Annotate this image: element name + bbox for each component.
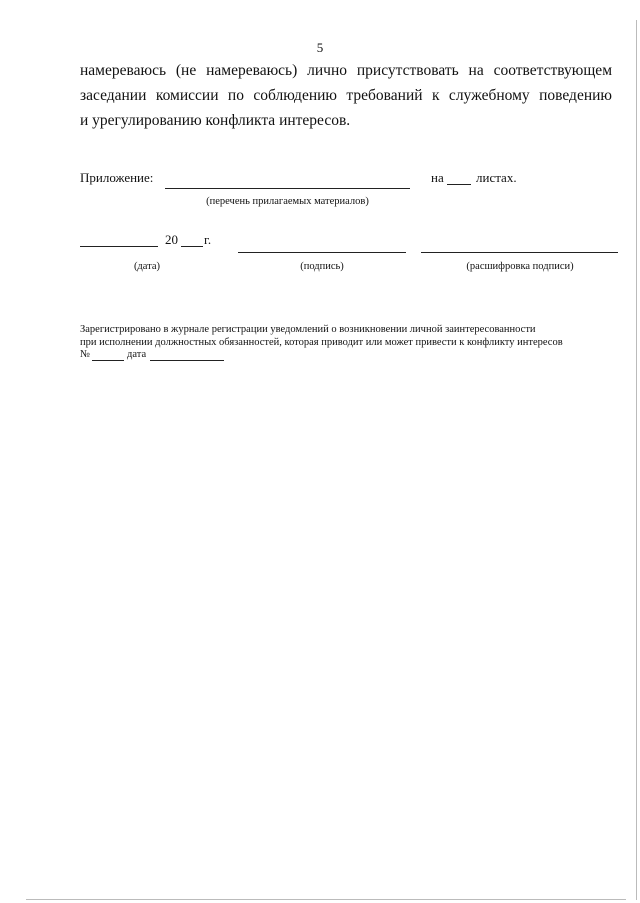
registration-line-2: при исполнении должностных обязанностей, которая приводит или может привести к конфликту интересов [80, 337, 563, 348]
body-paragraph [80, 58, 612, 133]
sheets-on-label: на [431, 170, 444, 185]
date-day-month-line [80, 246, 158, 247]
body-line-1: намереваюсь (не намереваюсь) лично присутствовать на соответствующем [80, 62, 612, 79]
signature-decoding-caption: (расшифровка подписи) [466, 261, 574, 272]
registration-date-label: дата [127, 349, 147, 360]
date-caption: (дата) [133, 261, 161, 272]
body-line-3: и урегулированию конфликта интересов. [80, 112, 351, 129]
body-line-2: заседании комиссии по соблюдению требований к служебному поведению [80, 87, 612, 104]
signature-caption: (подпись) [300, 261, 344, 272]
date-year-suffix: г. [204, 232, 212, 247]
page-number: 5 [316, 40, 324, 55]
date-year-line [181, 246, 203, 247]
sheets-label: листах. [476, 170, 517, 185]
registration-block [80, 323, 563, 349]
registration-date-line [150, 360, 224, 361]
date-year-prefix: 20 [165, 232, 178, 247]
attachment-caption: (перечень прилагаемых материалов) [206, 196, 369, 207]
attachment-label: Приложение: [80, 170, 154, 185]
scan-edge-mark [636, 20, 637, 900]
registration-line-1: Зарегистрировано в журнале регистрации уведомлений о возникновении личной заинтересованности [80, 324, 536, 335]
signature-decoding-line [421, 252, 618, 253]
scan-edge-mark-bottom [26, 899, 626, 900]
registration-number-line [92, 360, 124, 361]
attachment-field-line [165, 188, 410, 189]
sheets-count-line [447, 184, 471, 185]
signature-line [238, 252, 406, 253]
registration-number-label: № [80, 349, 91, 360]
